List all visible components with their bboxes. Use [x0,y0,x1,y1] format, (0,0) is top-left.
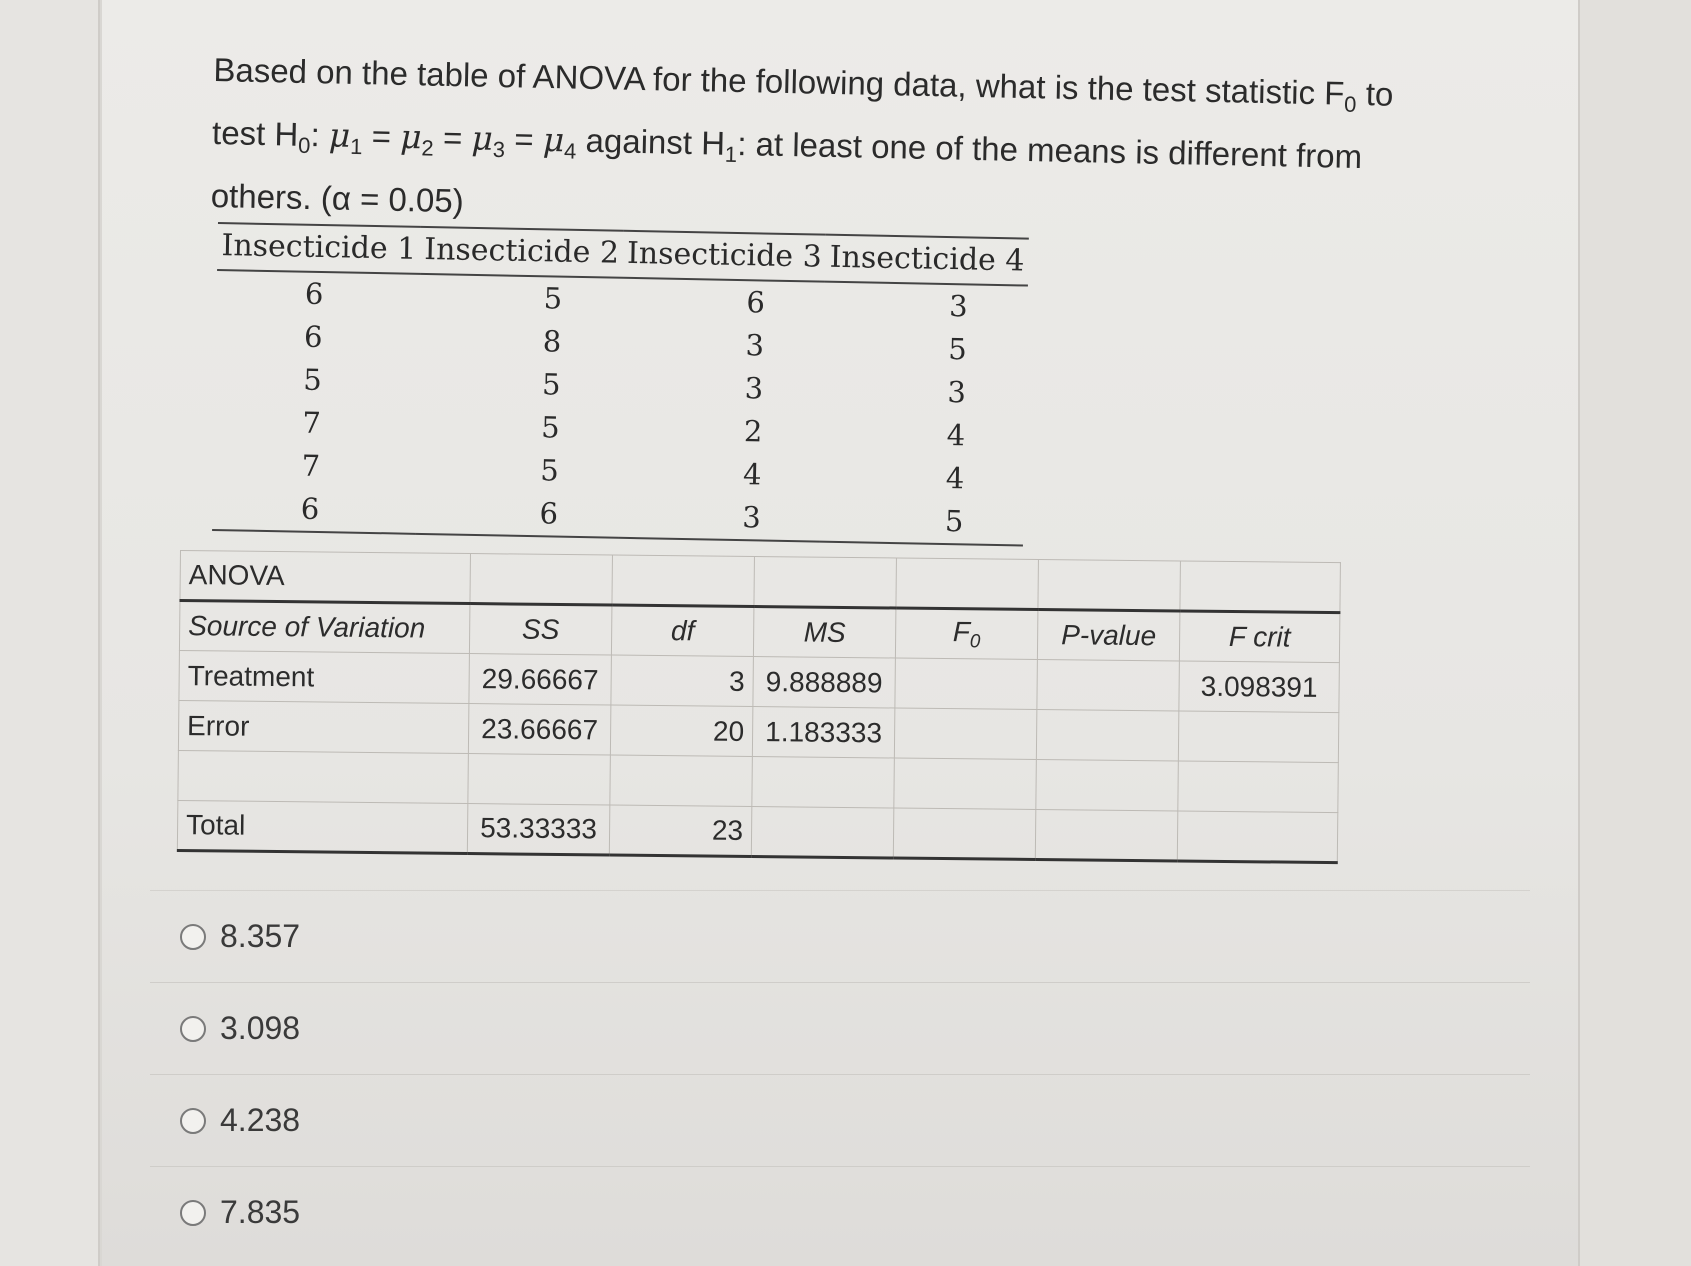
option-label: 8.357 [220,918,301,954]
treatment-df: 3 [611,655,754,706]
treatment-ss: 29.66667 [469,654,612,705]
question-line-2: test $H_0$: $\mu_1 = \mu_2 = \mu_3 = \mu_4$ against $H_1$: at least one of the means is different from [211,113,1363,176]
row-label: Error [178,700,469,753]
data-cell: 2 [743,414,763,449]
option-1[interactable] [150,890,1530,982]
col-f-crit: F crit [1179,611,1340,663]
data-cell: 3 [745,328,765,363]
header-insecticide-2: Insecticide 2 [420,227,624,278]
data-cell: 5 [541,367,561,402]
anova-table [177,550,1340,864]
col-p-value: P-value [1037,609,1180,660]
data-cell: 4 [945,461,965,496]
radio-button[interactable] [180,1200,206,1226]
anova-title: ANOVA [180,551,471,604]
data-cell: 5 [543,281,563,316]
row-label: Treatment [179,650,470,703]
data-cell: 8 [542,324,562,359]
data-cell: 4 [946,418,966,453]
header-insecticide-4: Insecticide 4 [825,235,1029,286]
radio-button[interactable] [180,924,206,950]
data-cell: 5 [820,498,1024,546]
question-line-1: Based on the table of ANOVA for the following data, what is the test statistic $F_0$ to [213,50,1394,117]
option-3[interactable] [150,1074,1530,1166]
data-cell: 4 [742,457,762,492]
right-margin [1578,0,1691,1266]
data-cell: 3 [618,494,822,542]
data-cell: 6 [303,319,323,355]
error-ms: 1.183333 [752,707,895,758]
question-text [210,44,1483,249]
error-df: 20 [610,705,753,756]
col-ss: SS [469,604,612,655]
data-cell: 5 [302,362,323,398]
col-ms: MS [753,607,896,658]
data-cell: 6 [304,276,324,312]
option-label: 4.238 [220,1102,301,1138]
data-cell: 3 [947,375,967,410]
option-2[interactable] [150,982,1530,1074]
header-insecticide-1: Insecticide 1 [217,223,421,274]
left-margin [0,0,100,1266]
row-label: Total [177,800,468,853]
treatment-p-value [1037,659,1180,710]
data-cell: 5 [540,453,560,488]
data-cell: 6 [212,486,416,534]
treatment-f0 [895,658,1038,709]
total-ss: 53.33333 [467,804,610,855]
data-cell: 3 [744,371,764,406]
radio-button[interactable] [180,1108,206,1134]
option-label: 7.835 [220,1194,301,1230]
data-cell: 6 [746,285,766,320]
data-cell: 3 [948,289,968,324]
question-line-3: others. (α = 0.05) [210,176,465,220]
option-label: 3.098 [220,1010,301,1046]
insecticide-data-table [212,222,1025,546]
data-cell: 5 [947,332,968,367]
data-cell: 6 [415,490,619,538]
option-4[interactable] [150,1166,1530,1258]
treatment-ms: 9.888889 [753,657,896,708]
col-df: df [611,605,754,656]
data-cell: 7 [301,448,321,484]
col-f0: $F_0$ [895,608,1038,659]
data-cell: 5 [540,410,560,445]
treatment-f-crit: 3.098391 [1179,661,1340,713]
col-source: Source of Variation [179,601,470,654]
total-df: 23 [609,805,752,856]
header-insecticide-3: Insecticide 3 [623,231,827,282]
answer-options [150,890,1530,1258]
data-cell: 7 [302,405,322,441]
error-ss: 23.66667 [468,704,611,755]
radio-button[interactable] [180,1016,206,1042]
